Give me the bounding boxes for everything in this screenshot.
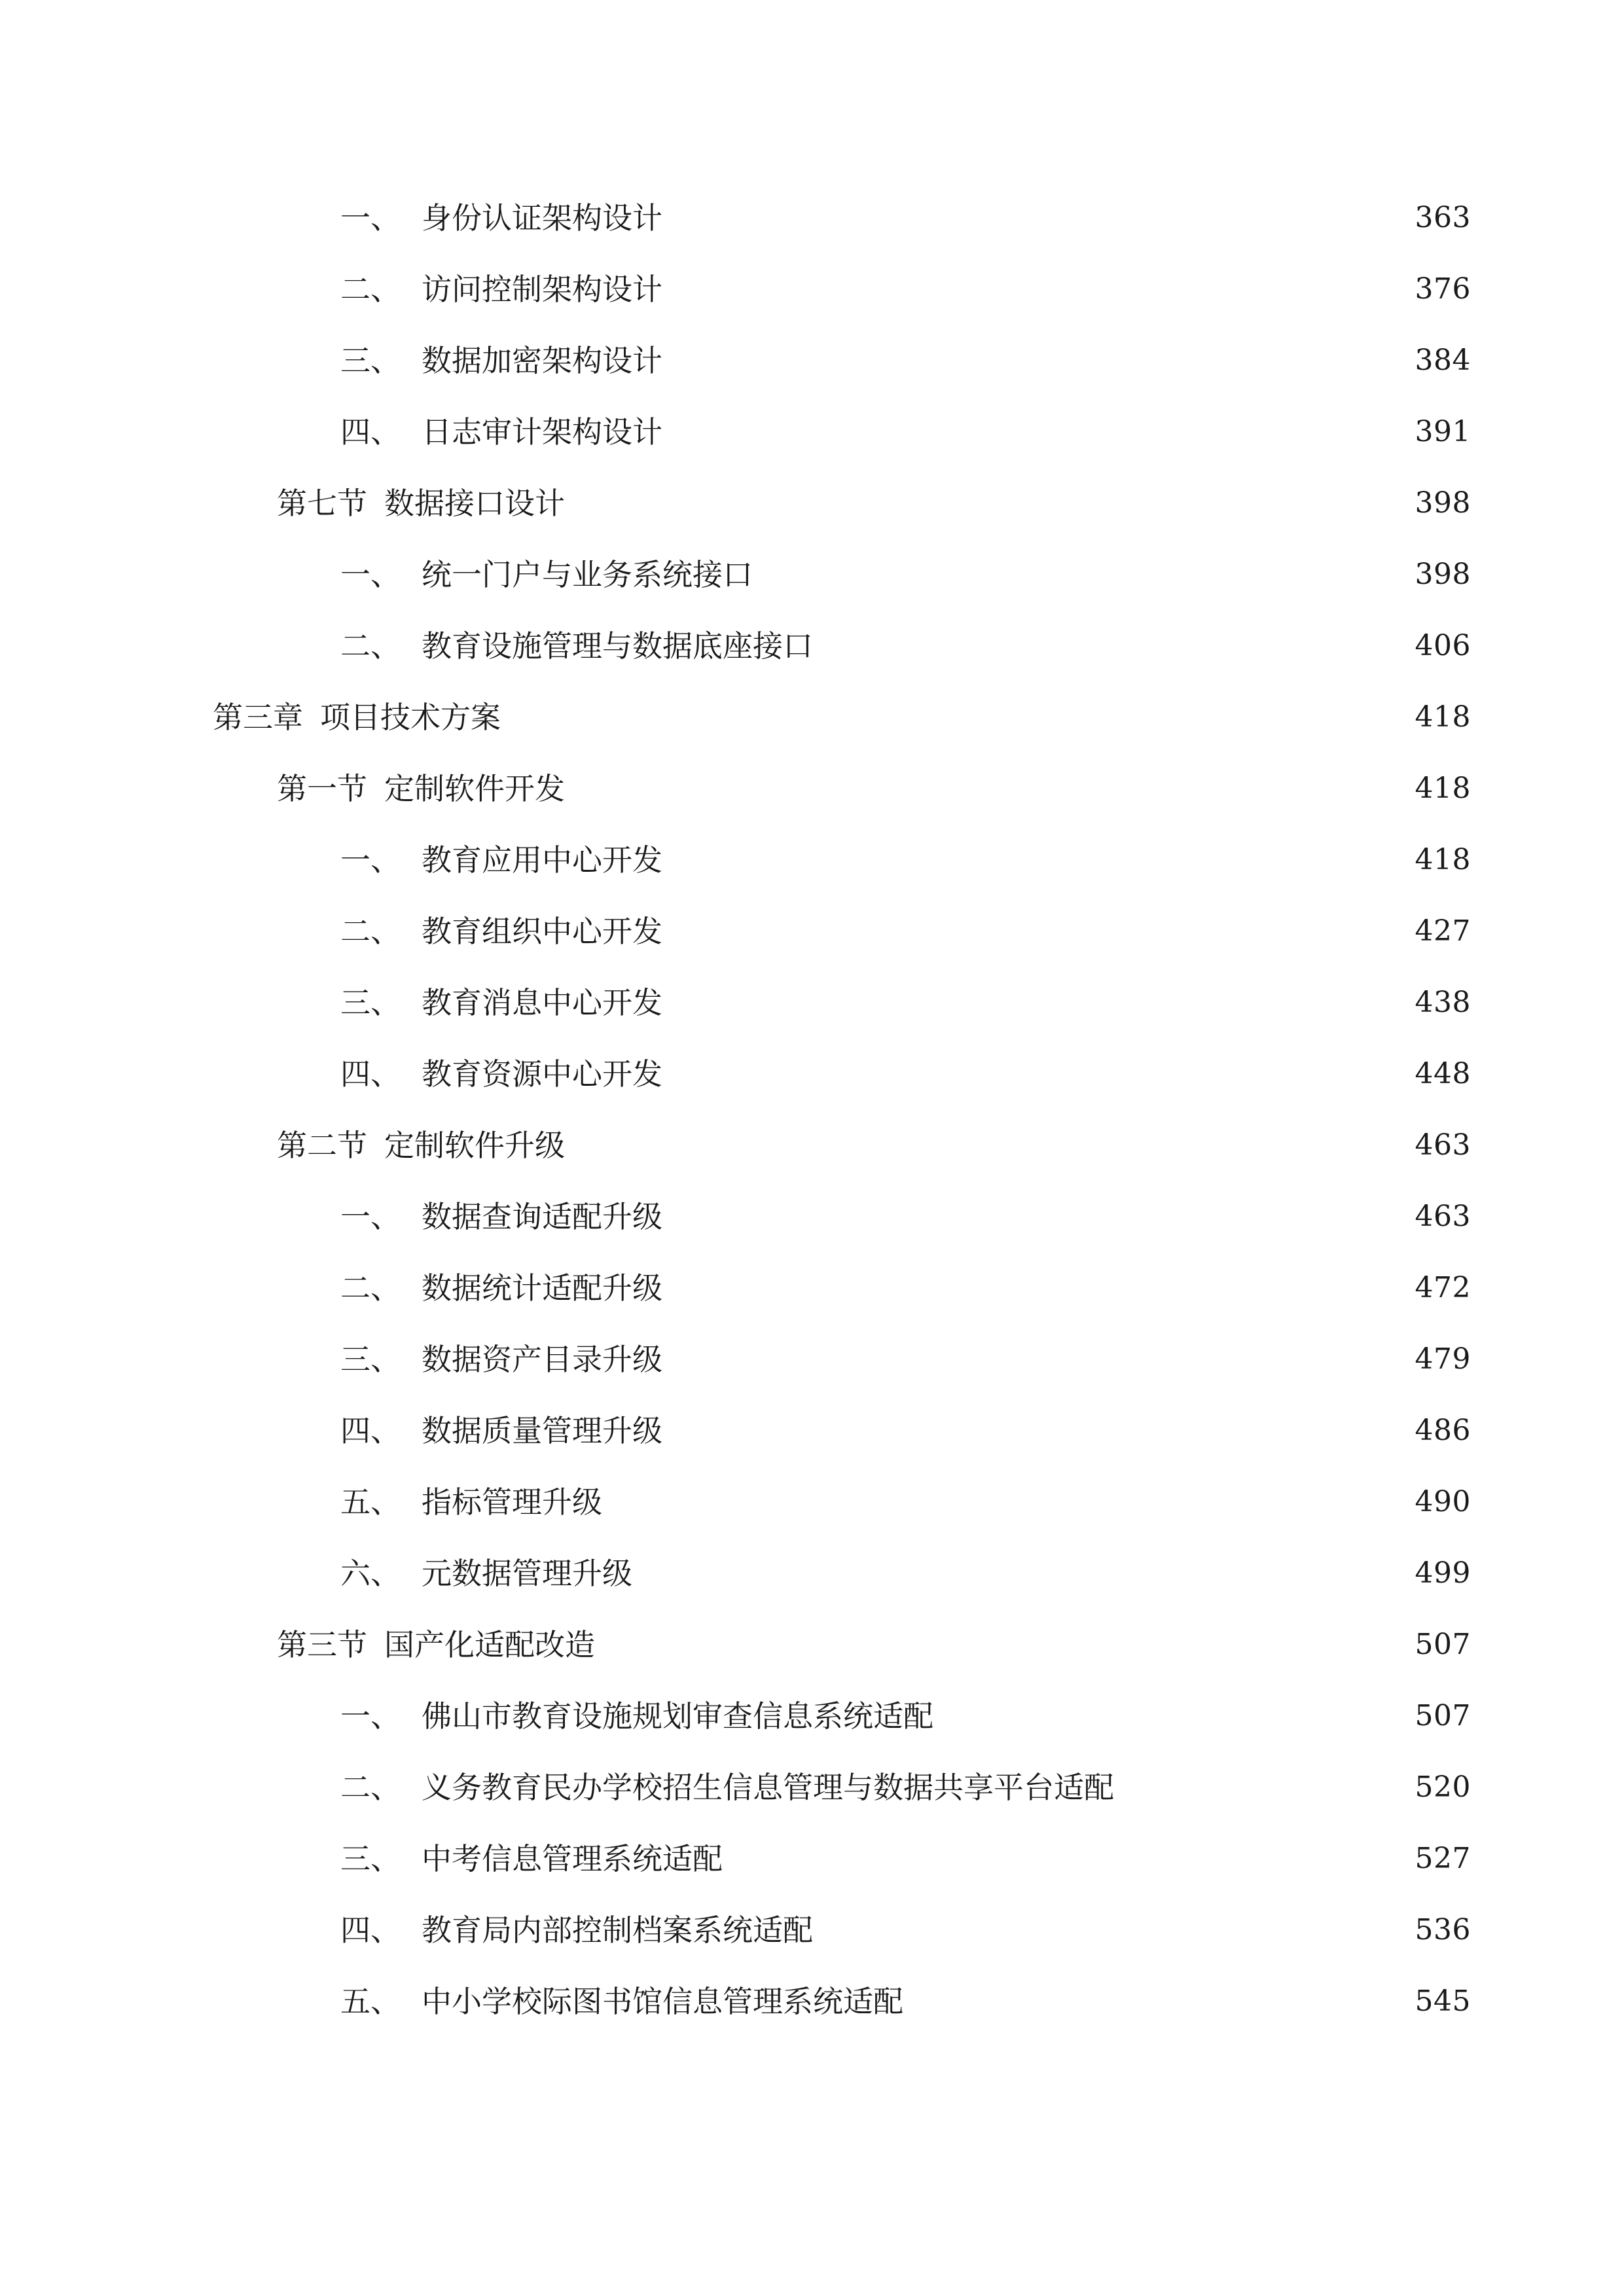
entry-page-number: 384 — [1415, 344, 1471, 377]
toc-entry — [340, 905, 1471, 958]
dot-leader — [1119, 1761, 1409, 1814]
entry-page-number: 479 — [1415, 1342, 1471, 1376]
toc-section-entry — [277, 762, 1471, 815]
entry-number: 一、 — [340, 842, 401, 878]
entry-page-number: 520 — [1415, 1770, 1471, 1804]
dot-leader — [818, 1904, 1409, 1956]
entry-page-number: 391 — [1415, 415, 1471, 448]
entry-title: 中考信息管理系统适配 — [422, 1841, 723, 1876]
entry-title: 中小学校际图书馆信息管理系统适配 — [422, 1984, 903, 2019]
dot-leader — [668, 334, 1409, 387]
entry-page-number: 398 — [1415, 486, 1471, 520]
dot-leader — [668, 977, 1409, 1029]
entry-page-number: 463 — [1415, 1128, 1471, 1162]
toc-entry — [340, 1904, 1471, 1956]
entry-page-number: 527 — [1415, 1842, 1471, 1875]
toc-entry — [340, 620, 1471, 672]
entry-number: 二、 — [340, 914, 401, 949]
entry-number: 三、 — [340, 343, 401, 378]
entry-page-number: 406 — [1415, 629, 1471, 662]
entry-page-number: 418 — [1415, 772, 1471, 805]
dot-leader — [570, 1119, 1409, 1172]
entry-number: 五、 — [340, 1484, 401, 1520]
entry-number: 第七节 — [277, 486, 367, 521]
entry-page-number: 490 — [1415, 1485, 1471, 1518]
dot-leader — [818, 620, 1409, 672]
entry-page-number: 545 — [1415, 1984, 1471, 2018]
entry-title: 指标管理升级 — [422, 1484, 602, 1520]
entry-title: 义务教育民办学校招生信息管理与数据共享平台适配 — [422, 1770, 1114, 1805]
toc-entry — [340, 1975, 1471, 2028]
entry-page-number: 427 — [1415, 914, 1471, 948]
toc-entry — [340, 548, 1471, 601]
entry-number: 第三章 — [213, 700, 303, 735]
entry-title: 数据统计适配升级 — [422, 1270, 662, 1306]
entry-number: 三、 — [340, 1342, 401, 1377]
entry-number: 一、 — [340, 1199, 401, 1234]
dot-leader — [668, 834, 1409, 886]
entry-title: 数据查询适配升级 — [422, 1199, 662, 1234]
dot-leader — [668, 263, 1409, 315]
entry-number: 二、 — [340, 628, 401, 664]
dot-leader — [570, 477, 1409, 529]
dot-leader — [668, 406, 1409, 458]
entry-page-number: 376 — [1415, 272, 1471, 306]
entry-title: 国产化适配改造 — [384, 1627, 595, 1662]
entry-page-number: 507 — [1415, 1628, 1471, 1661]
entry-title: 定制软件开发 — [384, 771, 565, 806]
dot-leader — [668, 1048, 1409, 1100]
entry-page-number: 536 — [1415, 1913, 1471, 1946]
entry-page-number: 448 — [1415, 1057, 1471, 1090]
entry-number: 第二节 — [277, 1128, 367, 1163]
entry-number: 六、 — [340, 1556, 401, 1591]
dot-leader — [668, 1405, 1409, 1457]
toc-entry — [340, 263, 1471, 315]
toc-entry — [340, 1690, 1471, 1742]
toc-entry — [340, 1833, 1471, 1885]
entry-page-number: 486 — [1415, 1414, 1471, 1447]
entry-page-number: 499 — [1415, 1556, 1471, 1590]
entry-title: 元数据管理升级 — [422, 1556, 632, 1591]
entry-page-number: 363 — [1415, 201, 1471, 234]
entry-title: 访问控制架构设计 — [422, 272, 662, 307]
toc-entry — [340, 406, 1471, 458]
entry-number: 四、 — [340, 1912, 401, 1948]
entry-title: 教育组织中心开发 — [422, 914, 662, 949]
dot-leader — [668, 1191, 1409, 1243]
entry-number: 四、 — [340, 414, 401, 450]
entry-page-number: 472 — [1415, 1271, 1471, 1304]
toc-entry — [340, 1761, 1471, 1814]
entry-title: 教育应用中心开发 — [422, 842, 662, 878]
dot-leader — [638, 1547, 1409, 1600]
entry-number: 三、 — [340, 985, 401, 1020]
dot-leader — [570, 762, 1409, 815]
toc-entry — [340, 1547, 1471, 1600]
dot-leader — [668, 1262, 1409, 1314]
entry-page-number: 463 — [1415, 1200, 1471, 1233]
entry-title: 日志审计架构设计 — [422, 414, 662, 450]
entry-title: 定制软件升级 — [384, 1128, 565, 1163]
toc-entry — [340, 1333, 1471, 1386]
entry-number: 三、 — [340, 1841, 401, 1876]
toc-entry — [340, 1262, 1471, 1314]
entry-number: 五、 — [340, 1984, 401, 2019]
dot-leader — [600, 1619, 1409, 1671]
entry-title: 教育局内部控制档案系统适配 — [422, 1912, 813, 1948]
entry-title: 统一门户与业务系统接口 — [422, 557, 753, 592]
dot-leader — [668, 192, 1409, 244]
toc-entry — [340, 1191, 1471, 1243]
entry-number: 二、 — [340, 272, 401, 307]
entry-number: 四、 — [340, 1413, 401, 1448]
toc-chapter-entry — [213, 691, 1471, 744]
entry-number: 四、 — [340, 1056, 401, 1092]
entry-title: 项目技术方案 — [320, 700, 501, 735]
entry-page-number: 418 — [1415, 700, 1471, 734]
entry-title: 数据加密架构设计 — [422, 343, 662, 378]
dot-leader — [758, 548, 1409, 601]
toc-section-entry — [277, 1619, 1471, 1671]
toc-entry — [340, 334, 1471, 387]
dot-leader — [506, 691, 1409, 744]
toc-entry — [340, 1048, 1471, 1100]
entry-title: 教育设施管理与数据底座接口 — [422, 628, 813, 664]
entry-title: 教育资源中心开发 — [422, 1056, 662, 1092]
dot-leader — [668, 905, 1409, 958]
entry-page-number: 398 — [1415, 558, 1471, 591]
entry-page-number: 507 — [1415, 1699, 1471, 1732]
entry-number: 一、 — [340, 1698, 401, 1734]
entry-number: 第一节 — [277, 771, 367, 806]
entry-title: 数据质量管理升级 — [422, 1413, 662, 1448]
entry-number: 二、 — [340, 1270, 401, 1306]
toc-entry — [340, 1476, 1471, 1528]
entry-title: 佛山市教育设施规划审查信息系统适配 — [422, 1698, 933, 1734]
toc-entry — [340, 834, 1471, 886]
dot-leader — [728, 1833, 1409, 1885]
dot-leader — [939, 1690, 1409, 1742]
entry-number: 二、 — [340, 1770, 401, 1805]
toc-entry — [340, 192, 1471, 244]
entry-title: 身份认证架构设计 — [422, 200, 662, 236]
toc-entry — [340, 1405, 1471, 1457]
entry-title: 数据资产目录升级 — [422, 1342, 662, 1377]
entry-number: 第三节 — [277, 1627, 367, 1662]
entry-page-number: 438 — [1415, 986, 1471, 1019]
entry-title: 教育消息中心开发 — [422, 985, 662, 1020]
entry-title: 数据接口设计 — [384, 486, 565, 521]
toc-section-entry — [277, 477, 1471, 529]
dot-leader — [909, 1975, 1409, 2028]
entry-number: 一、 — [340, 557, 401, 592]
dot-leader — [607, 1476, 1409, 1528]
toc-entry — [340, 977, 1471, 1029]
toc-section-entry — [277, 1119, 1471, 1172]
entry-page-number: 418 — [1415, 843, 1471, 876]
dot-leader — [668, 1333, 1409, 1386]
entry-number: 一、 — [340, 200, 401, 236]
